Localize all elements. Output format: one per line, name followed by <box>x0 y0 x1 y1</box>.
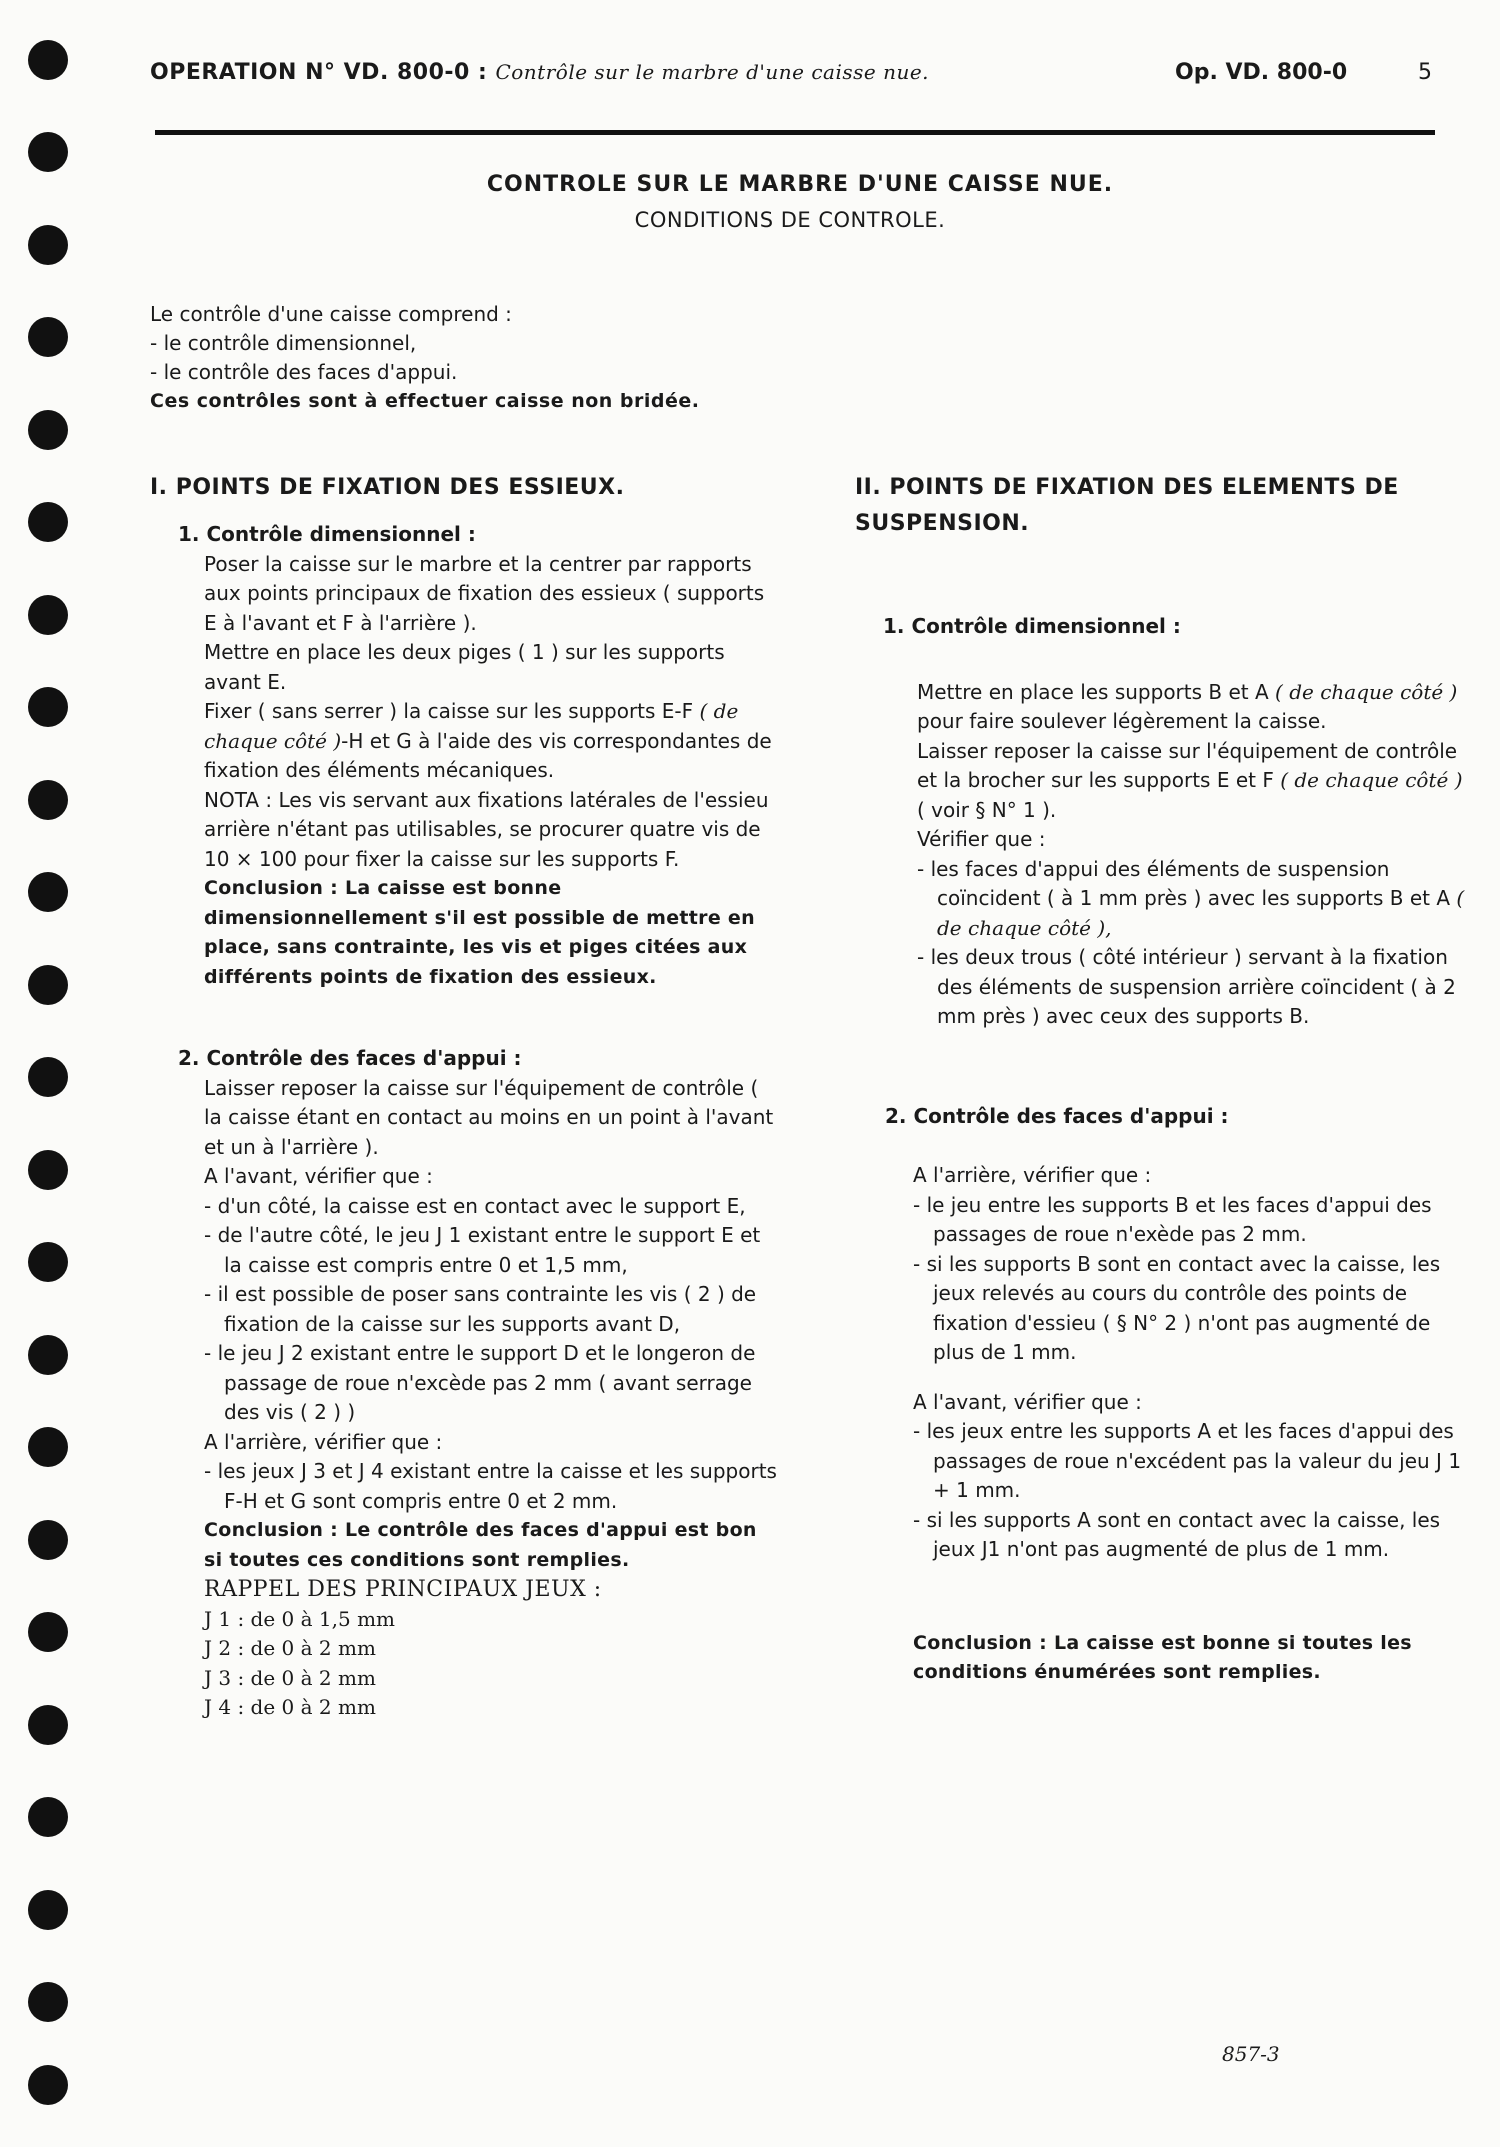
page-title: CONTROLE SUR LE MARBRE D'UNE CAISSE NUE. <box>486 172 1114 197</box>
footer-code: 857-3 <box>1222 2042 1280 2066</box>
binder-hole <box>28 410 68 450</box>
paragraph: Poser la caisse sur le marbre et la centrer par rapports aux points principaux de fixation des essieux ( supports E à l'avant et F à l'arrière ). <box>204 551 765 635</box>
binder-hole <box>28 2065 68 2105</box>
text: pour faire soulever légèrement la caisse. <box>917 709 1327 733</box>
section-title-essieux: I. POINTS DE FIXATION DES ESSIEUX. <box>150 475 625 500</box>
binder-hole <box>28 40 68 80</box>
italic-note: ( de chaque côté ) <box>204 699 739 753</box>
paragraph: A l'avant, vérifier que : <box>204 1164 433 1188</box>
list-item: - les deux trous ( côté intérieur ) servant à la fixation des éléments de suspension arrière coïncident ( à 2 mm près ) avec ceux des supports B. <box>917 945 1456 1028</box>
list-item: - si les supports B sont en contact avec la caisse, les jeux relevés au cours du contrôle des points de fixation d'essieu ( § N° 2 ) n'ont pas augmenté de plus de 1 mm. <box>913 1251 1441 1364</box>
page-header <box>150 60 1430 100</box>
paragraph <box>917 678 1475 737</box>
intro-line: Le contrôle d'une caisse comprend : <box>150 302 512 326</box>
section-title-suspension: II. POINTS DE FIXATION DES ELEMENTS DE SUSPENSION. <box>855 475 1399 536</box>
binder-hole <box>28 317 68 357</box>
intro-note: Ces contrôles sont à effectuer caisse non bridée. <box>150 390 700 412</box>
binder-hole <box>28 1242 68 1282</box>
jeu-line: J 3 : de 0 à 2 mm <box>204 1665 376 1690</box>
operation-label: OPERATION N° VD. 800-0 : <box>150 60 488 85</box>
binder-hole <box>28 1150 68 1190</box>
jeu-line: J 1 : de 0 à 1,5 mm <box>204 1606 396 1631</box>
binder-hole <box>28 502 68 542</box>
page-number: 5 <box>1418 60 1432 85</box>
text: ( voir § N° 1 ). <box>917 797 1057 822</box>
paragraph: A l'avant, vérifier que : <box>913 1389 1142 1414</box>
header-rule <box>155 130 1435 135</box>
conclusion: Conclusion : La caisse est bonne dimensionnellement s'il est possible de mettre en place, sans contrainte, les vis et piges citées aux différents points de fixation des essieux. <box>204 877 755 988</box>
binder-holes <box>28 40 68 2100</box>
list-item: - d'un côté, la caisse est en contact avec le support E, <box>204 1193 746 1218</box>
list-item <box>917 855 1475 944</box>
jeux-title: RAPPEL DES PRINCIPAUX JEUX : <box>204 1577 602 1602</box>
intro-line: - le contrôle des faces d'appui. <box>150 360 458 384</box>
jeu-line: J 2 : de 0 à 2 mm <box>204 1636 376 1660</box>
binder-hole <box>28 1057 68 1097</box>
binder-hole <box>28 1797 68 1837</box>
text: Mettre en place les supports B et A <box>917 679 1269 704</box>
binder-hole <box>28 1982 68 2022</box>
subsection-body <box>150 550 780 993</box>
operation-subtitle: Contrôle sur le marbre d'une caisse nue. <box>495 60 930 84</box>
list-item: - les jeux entre les supports A et les faces d'appui des passages de roue n'excédent pas la valeur du jeu J 1 + 1 mm. <box>913 1419 1462 1502</box>
binder-hole <box>28 872 68 912</box>
list-item: - le jeu entre les supports B et les faces d'appui des passages de roue n'exède pas 2 mm. <box>913 1192 1432 1246</box>
intro-block <box>150 300 850 416</box>
italic-note: ( de chaque côté ) <box>1275 679 1458 704</box>
text: Fixer ( sans serrer ) la caisse sur les supports E-F <box>204 699 694 723</box>
paragraph: Laisser reposer la caisse sur l'équipement de contrôle ( la caisse étant en contact au moins en un point à l'avant et un à l'arrière ). <box>204 1075 774 1159</box>
left-column <box>150 470 780 1723</box>
text: -H et G à l'aide des vis correspondantes de fixation des éléments mécaniques. <box>204 728 772 782</box>
italic-note: ( de chaque côté ) <box>1280 768 1463 792</box>
header-operation <box>150 60 929 85</box>
paragraph <box>917 737 1475 826</box>
conclusion: Conclusion : La caisse est bonne si toutes les conditions énumérées sont remplies. <box>913 1631 1412 1683</box>
list-item: - il est possible de poser sans contrainte les vis ( 2 ) de fixation de la caisse sur les supports avant D, <box>204 1282 757 1336</box>
text: - les faces d'appui des éléments de suspension coïncident ( à 1 mm près ) avec les supports B et A <box>917 856 1451 910</box>
subsection-body <box>150 1074 780 1723</box>
binder-hole <box>28 1520 68 1560</box>
binder-hole <box>28 1427 68 1467</box>
binder-hole <box>28 965 68 1005</box>
subsection-title: 1. Contrôle dimensionnel : <box>883 614 1181 638</box>
conclusion: Conclusion : Le contrôle des faces d'appui est bon si toutes ces conditions sont remplies. <box>204 1519 757 1571</box>
jeu-line: J 4 : de 0 à 2 mm <box>204 1695 376 1719</box>
italic-note: ( de chaque côté ), <box>937 886 1465 940</box>
subsection-title: 2. Contrôle des faces d'appui : <box>885 1103 1229 1128</box>
list-item: - les jeux J 3 et J 4 existant entre la caisse et les supports F-H et G sont compris entre 0 et 2 mm. <box>204 1459 777 1513</box>
subsection-body <box>855 678 1475 1032</box>
paragraph <box>204 697 780 786</box>
operation-reference: Op. VD. 800-0 <box>1175 60 1348 85</box>
paragraph: A l'arrière, vérifier que : <box>204 1429 443 1454</box>
paragraph: Mettre en place les deux piges ( 1 ) sur les supports avant E. <box>204 640 725 694</box>
text: Laisser reposer la caisse sur l'équipement de contrôle et la brocher sur les supports E et F <box>917 738 1458 792</box>
binder-hole <box>28 1335 68 1375</box>
list-item: - de l'autre côté, le jeu J 1 existant entre le support E et la caisse est compris entre 0 et 1,5 mm, <box>204 1223 761 1277</box>
page-subtitle: CONDITIONS DE CONTROLE. <box>634 208 946 232</box>
subsection-body <box>855 1161 1475 1688</box>
binder-hole <box>28 780 68 820</box>
list-item: - si les supports A sont en contact avec la caisse, les jeux J1 n'ont pas augmenté de plus de 1 mm. <box>913 1507 1441 1561</box>
subsection-title: 2. Contrôle des faces d'appui : <box>178 1046 522 1070</box>
right-column <box>855 470 1475 1688</box>
nota: NOTA : Les vis servant aux fixations latérales de l'essieu arrière n'étant pas utilisables, se procurer quatre vis de 10 × 100 pour fixer la caisse sur les supports F. <box>204 787 769 871</box>
binder-hole <box>28 132 68 172</box>
binder-hole <box>28 1612 68 1652</box>
binder-hole <box>28 1705 68 1745</box>
binder-hole <box>28 595 68 635</box>
subsection-title: 1. Contrôle dimensionnel : <box>178 522 476 546</box>
list-item: - le jeu J 2 existant entre le support D et le longeron de passage de roue n'excède pas 2 mm ( avant serrage des vis ( 2 ) ) <box>204 1341 756 1424</box>
paragraph: Vérifier que : <box>917 827 1046 851</box>
intro-line: - le contrôle dimensionnel, <box>150 331 417 355</box>
binder-hole <box>28 687 68 727</box>
binder-hole <box>28 1890 68 1930</box>
paragraph: A l'arrière, vérifier que : <box>913 1163 1152 1187</box>
